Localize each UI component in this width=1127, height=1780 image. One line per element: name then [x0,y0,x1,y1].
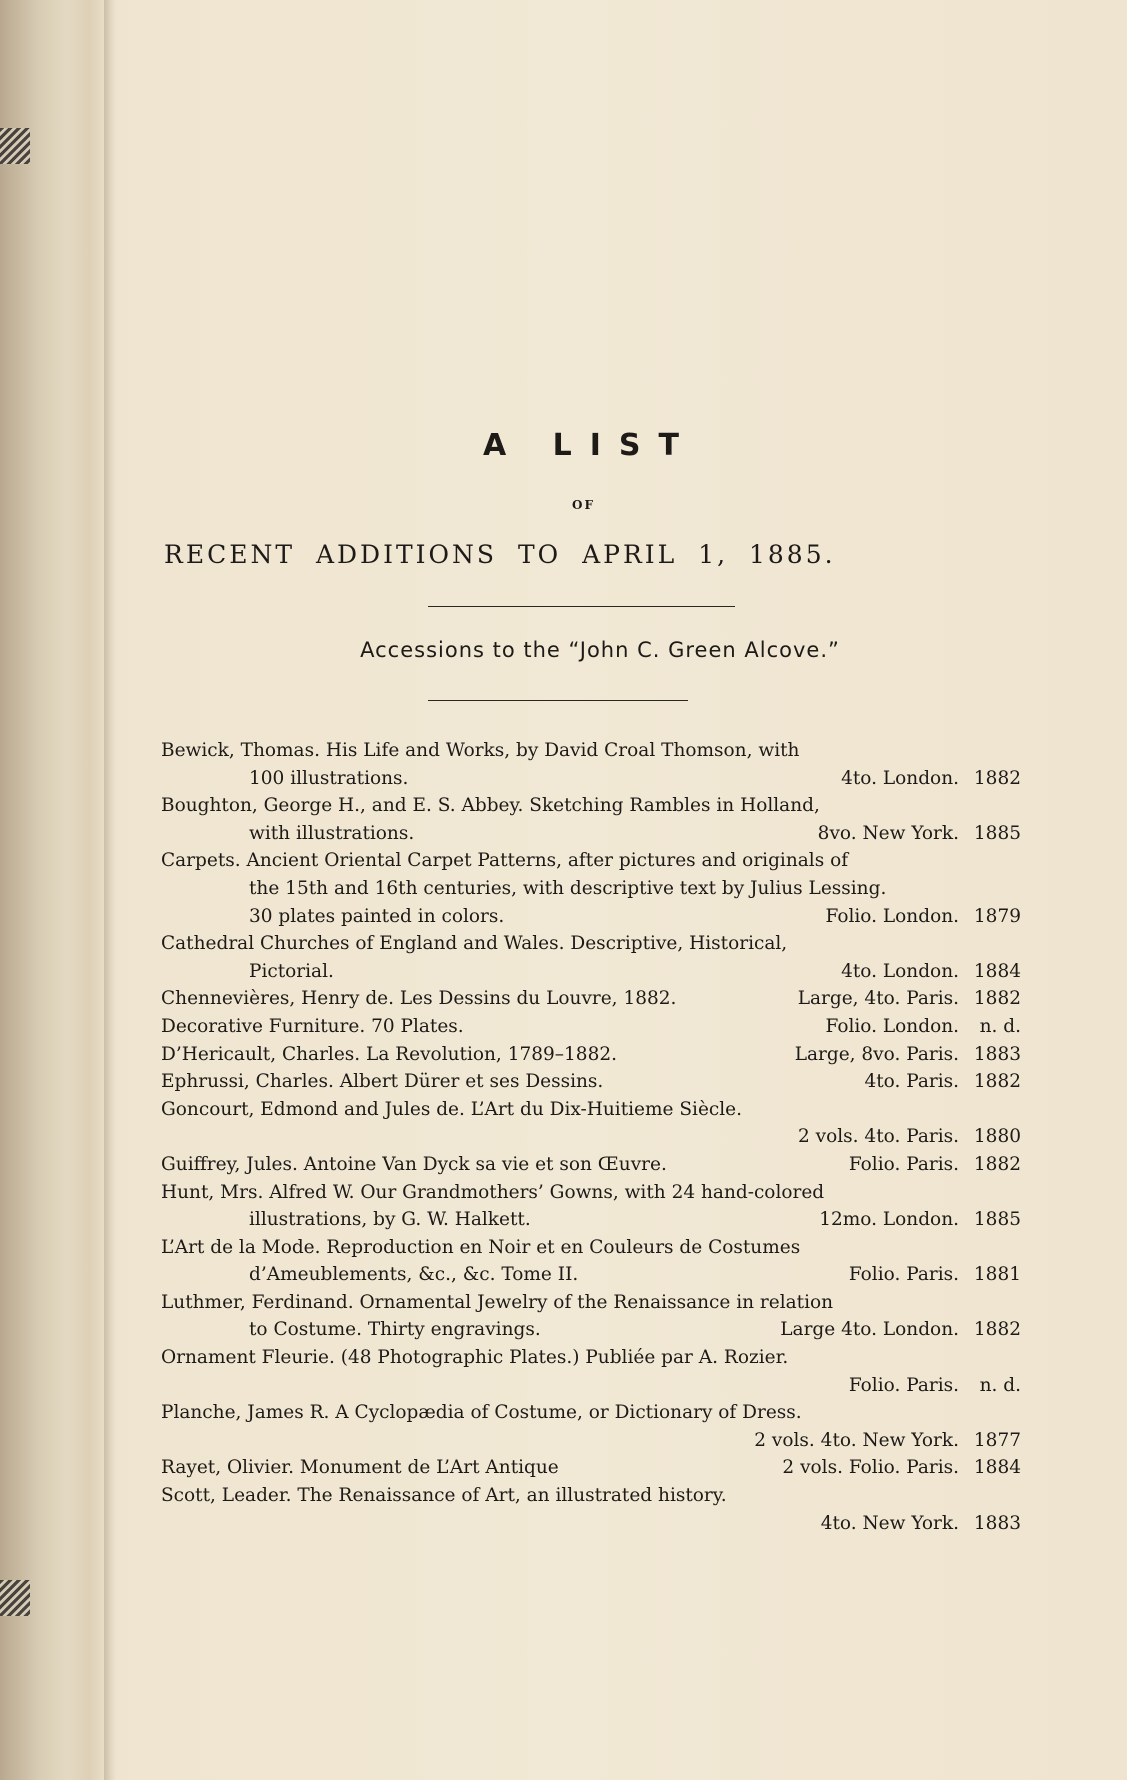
title-recent-additions: RECENT ADDITIONS TO APRIL 1, 1885. [164,540,836,569]
entry-year: 1884 [973,1457,1021,1479]
entry-line [161,1344,1021,1372]
entry-format-place: Folio. Paris. [848,1374,959,1396]
entry-format-place: 4to. New York. [820,1512,959,1534]
page-edge-shadow [104,0,116,1780]
entry-title: Goncourt, Edmond and Jules de. L’Art du Dix-Huitieme Siècle. [161,1098,743,1120]
divider-bottom [428,700,688,701]
entry-format-place: 2 vols. 4to. Paris. [798,1126,959,1148]
entry-line [161,1454,1021,1482]
list-item [161,1151,1021,1179]
entry-title: Hunt, Mrs. Alfred W. Our Grandmothers’ Gowns, with 24 hand-colored [161,1181,825,1203]
entry-year: 1882 [973,988,1021,1010]
entry-format-place: 4to. Paris. [864,1071,959,1093]
entry-year: 1882 [973,767,1021,789]
entry-line [161,958,1021,986]
entry-line [161,1068,1021,1096]
list-item [161,1399,1021,1454]
entry-format-place: 2 vols. Folio. Paris. [782,1457,959,1479]
list-item [161,1179,1021,1234]
list-item [161,1482,1021,1537]
entry-year: 1882 [973,1071,1021,1093]
entry-line [161,1206,1021,1234]
entry-line [161,1372,1021,1400]
entry-line [161,1041,1021,1069]
entry-title: Planche, James R. A Cyclopædia of Costume, or Dictionary of Dress. [161,1402,802,1424]
entry-format-place: 12mo. London. [819,1209,959,1231]
entry-year: 1883 [973,1512,1021,1534]
entry-continuation: to Costume. Thirty engravings. [249,1319,541,1341]
entry-year: 1879 [973,905,1021,927]
entry-title: L’Art de la Mode. Reproduction en Noir et en Couleurs de Costumes [161,1236,801,1258]
entry-year: 1882 [973,1319,1021,1341]
entry-year: 1880 [973,1126,1021,1148]
entry-title: Rayet, Olivier. Monument de L’Art Antique [161,1457,559,1479]
entry-format-place: Large, 8vo. Paris. [794,1043,959,1065]
book-spine [0,0,112,1780]
entry-title: Ornament Fleurie. (48 Photographic Plates.) Publiée par A. Rozier. [161,1347,789,1369]
entry-year: 1877 [973,1429,1021,1451]
list-item [161,737,1021,792]
entry-format-place: 4to. London. [841,960,959,982]
entry-continuation: with illustrations. [249,822,415,844]
list-item [161,930,1021,985]
title-of: OF [572,498,595,512]
spine-ornament-top [0,128,30,164]
entry-title: Decorative Furniture. 70 Plates. [161,1015,464,1037]
entry-year: 1881 [973,1264,1021,1286]
entry-continuation: d’Ameublements, &c., &c. Tome II. [249,1264,579,1286]
list-item [161,1344,1021,1399]
entry-format-place: Folio. Paris. [848,1153,959,1175]
entry-line [161,903,1021,931]
entry-line [161,930,1021,958]
list-item [161,1234,1021,1289]
list-item [161,1041,1021,1069]
entry-continuation: 30 plates painted in colors. [249,905,505,927]
entry-line [161,1151,1021,1179]
entry-format-place: Large, 4to. Paris. [797,988,959,1010]
entry-line [161,1316,1021,1344]
accessions-list [161,737,1021,1537]
title-a-list: A LIST [482,428,697,463]
entry-continuation: the 15th and 16th centuries, with descriptive text by Julius Lessing. [249,877,887,899]
subtitle-alcove: Accessions to the “John C. Green Alcove.” [360,638,840,662]
entry-line [161,1123,1021,1151]
list-item [161,792,1021,847]
entry-title: Boughton, George H., and E. S. Abbey. Sketching Rambles in Holland, [161,795,820,817]
divider-top [428,606,735,607]
entry-continuation: 100 illustrations. [249,767,409,789]
entry-line [161,1427,1021,1455]
list-item [161,985,1021,1013]
list-item [161,1068,1021,1096]
list-item [161,1289,1021,1344]
entry-year: 1885 [973,1209,1021,1231]
entry-line [161,792,1021,820]
entry-line [161,1261,1021,1289]
entry-format-place: Large 4to. London. [780,1319,959,1341]
entry-line [161,737,1021,765]
entry-title: Chennevières, Henry de. Les Dessins du Louvre, 1882. [161,988,677,1010]
entry-line [161,1179,1021,1207]
entry-line [161,1096,1021,1124]
entry-title: Ephrussi, Charles. Albert Dürer et ses Dessins. [161,1071,604,1093]
list-item [161,1013,1021,1041]
entry-line [161,1289,1021,1317]
entry-format-place: 4to. London. [841,767,959,789]
entry-line [161,847,1021,875]
entry-format-place: Folio. London. [825,905,959,927]
entry-format-place: 8vo. New York. [817,822,959,844]
entry-year: 1884 [973,960,1021,982]
entry-title: Luthmer, Ferdinand. Ornamental Jewelry of the Renaissance in relation [161,1291,834,1313]
entry-line [161,1399,1021,1427]
list-item [161,847,1021,930]
entry-line [161,1510,1021,1538]
entry-line [161,765,1021,793]
entry-year: 1885 [973,822,1021,844]
entry-year: 1883 [973,1043,1021,1065]
entry-title: Guiffrey, Jules. Antoine Van Dyck sa vie et son Œuvre. [161,1153,667,1175]
spine-ornament-bottom [0,1580,30,1616]
entry-title: D’Hericault, Charles. La Revolution, 1789–1882. [161,1043,617,1065]
entry-title: Cathedral Churches of England and Wales. Descriptive, Historical, [161,933,788,955]
entry-line [161,1234,1021,1262]
entry-year: n. d. [979,1374,1021,1396]
entry-year: 1882 [973,1153,1021,1175]
entry-title: Carpets. Ancient Oriental Carpet Patterns, after pictures and originals of [161,850,849,872]
entry-format-place: 2 vols. 4to. New York. [754,1429,959,1451]
entry-line [161,820,1021,848]
entry-line [161,1482,1021,1510]
entry-title: Scott, Leader. The Renaissance of Art, an illustrated history. [161,1485,727,1507]
list-item [161,1096,1021,1151]
entry-line [161,875,1021,903]
entry-title: Bewick, Thomas. His Life and Works, by David Croal Thomson, with [161,740,800,761]
list-item [161,1454,1021,1482]
entry-continuation: Pictorial. [249,960,334,982]
entry-line [161,1013,1021,1041]
entry-format-place: Folio. London. [825,1015,959,1037]
entry-line [161,985,1021,1013]
entry-continuation: illustrations, by G. W. Halkett. [249,1209,531,1231]
entry-format-place: Folio. Paris. [848,1264,959,1286]
entry-year: n. d. [979,1015,1021,1037]
